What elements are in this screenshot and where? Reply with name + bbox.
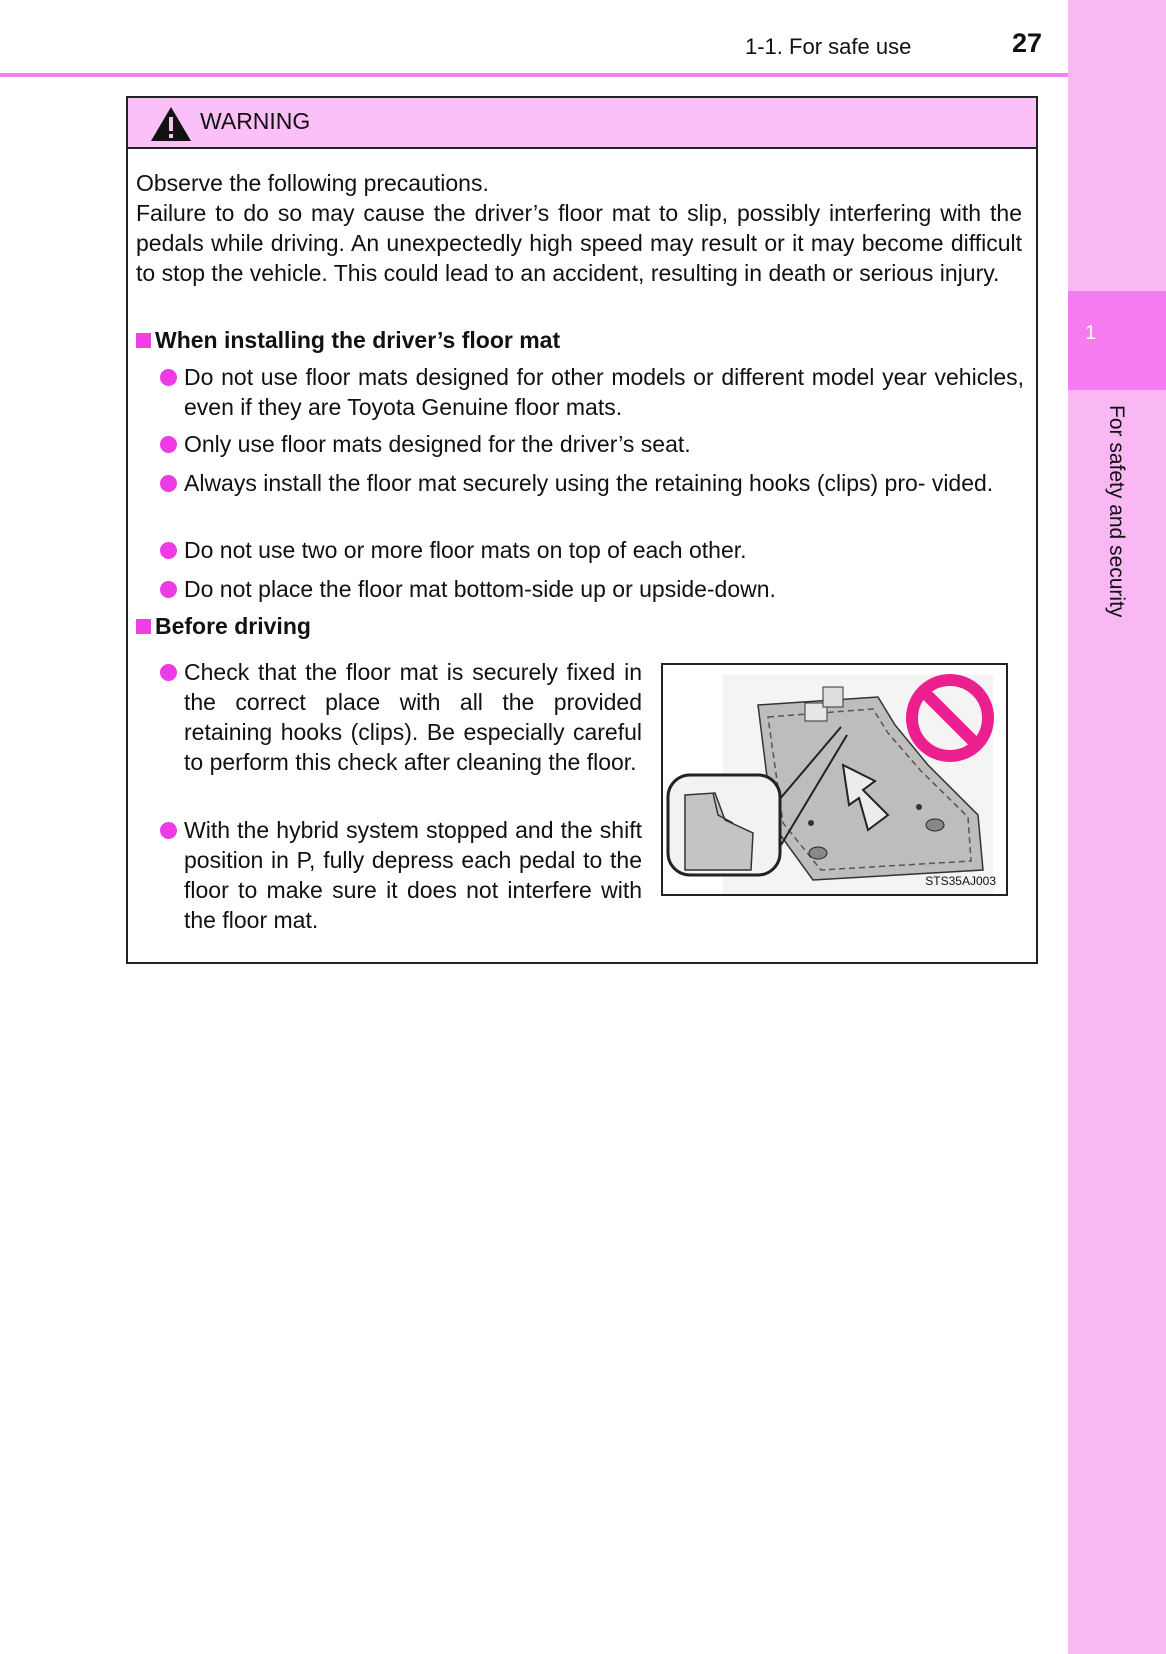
chapter-tab[interactable] <box>1068 291 1166 390</box>
section-heading-text: Before driving <box>155 613 311 639</box>
list-item-text: Always install the floor mat securely using the retaining hooks (clips) pro- vided. <box>184 470 994 496</box>
list-item <box>184 468 1024 498</box>
pink-square-bullet-icon <box>136 619 151 634</box>
pink-dot-bullet-icon <box>160 542 177 559</box>
list-item-text: Only use floor mats designed for the driver’s seat. <box>184 431 691 457</box>
list-item <box>184 657 642 777</box>
warning-header <box>128 98 1036 149</box>
pink-dot-bullet-icon <box>160 369 177 386</box>
header-rule <box>0 73 1068 77</box>
figure-code: STS35AJ003 <box>925 874 996 888</box>
warning-intro: Observe the following precautions. Failure to do so may cause the driver’s floor mat to slip, possibly interfering with the pedals while driving. An unexpectedly high speed may result or it may become difficult to stop the vehicle. This could lead to an accident, resulting in death or serious injury. <box>136 170 1022 286</box>
chapter-tab-label: For safety and security <box>1105 405 1128 618</box>
floor-mat-drawing <box>663 665 1006 894</box>
section-heading-text: When installing the driver’s floor mat <box>155 327 561 353</box>
pink-dot-bullet-icon <box>160 581 177 598</box>
warning-box <box>126 96 1038 964</box>
list-item <box>184 362 1024 422</box>
section-header: 1-1. For safe use <box>745 34 912 59</box>
floor-mat-illustration <box>661 663 1008 896</box>
side-strip <box>1068 0 1166 1654</box>
list-item-text: With the hybrid system stopped and the shift position in P, fully depress each pedal to the floor to make sure it does not interfere with the floor mat. <box>184 817 642 933</box>
page-number: 27 <box>1012 28 1043 58</box>
pink-dot-bullet-icon <box>160 436 177 453</box>
list-item <box>184 429 1024 459</box>
warning-triangle-icon <box>150 106 192 142</box>
pink-square-bullet-icon <box>136 333 151 348</box>
list-item-text: Do not place the floor mat bottom-side up or upside-down. <box>184 576 776 602</box>
chapter-tab-number: 1 <box>1085 322 1097 344</box>
pink-dot-bullet-icon <box>160 475 177 492</box>
pink-dot-bullet-icon <box>160 664 177 681</box>
list-item-text: Do not use floor mats designed for other models or different model year vehicles, even if they are Toyota Genuine floor mats. <box>184 364 1024 420</box>
list-item <box>184 574 1024 604</box>
list-item-text: Do not use two or more floor mats on top of each other. <box>184 537 747 563</box>
list-item <box>184 815 642 935</box>
list-item <box>184 535 1024 565</box>
warning-title: WARNING <box>200 108 311 134</box>
section-heading-before-driving <box>136 613 311 640</box>
section-heading-installing <box>136 327 560 354</box>
pink-dot-bullet-icon <box>160 822 177 839</box>
list-item-text: Check that the floor mat is securely fixed in the correct place with all the provided retaining hooks (clips). Be especially careful to perform this check after cleaning the floor. <box>184 659 642 775</box>
